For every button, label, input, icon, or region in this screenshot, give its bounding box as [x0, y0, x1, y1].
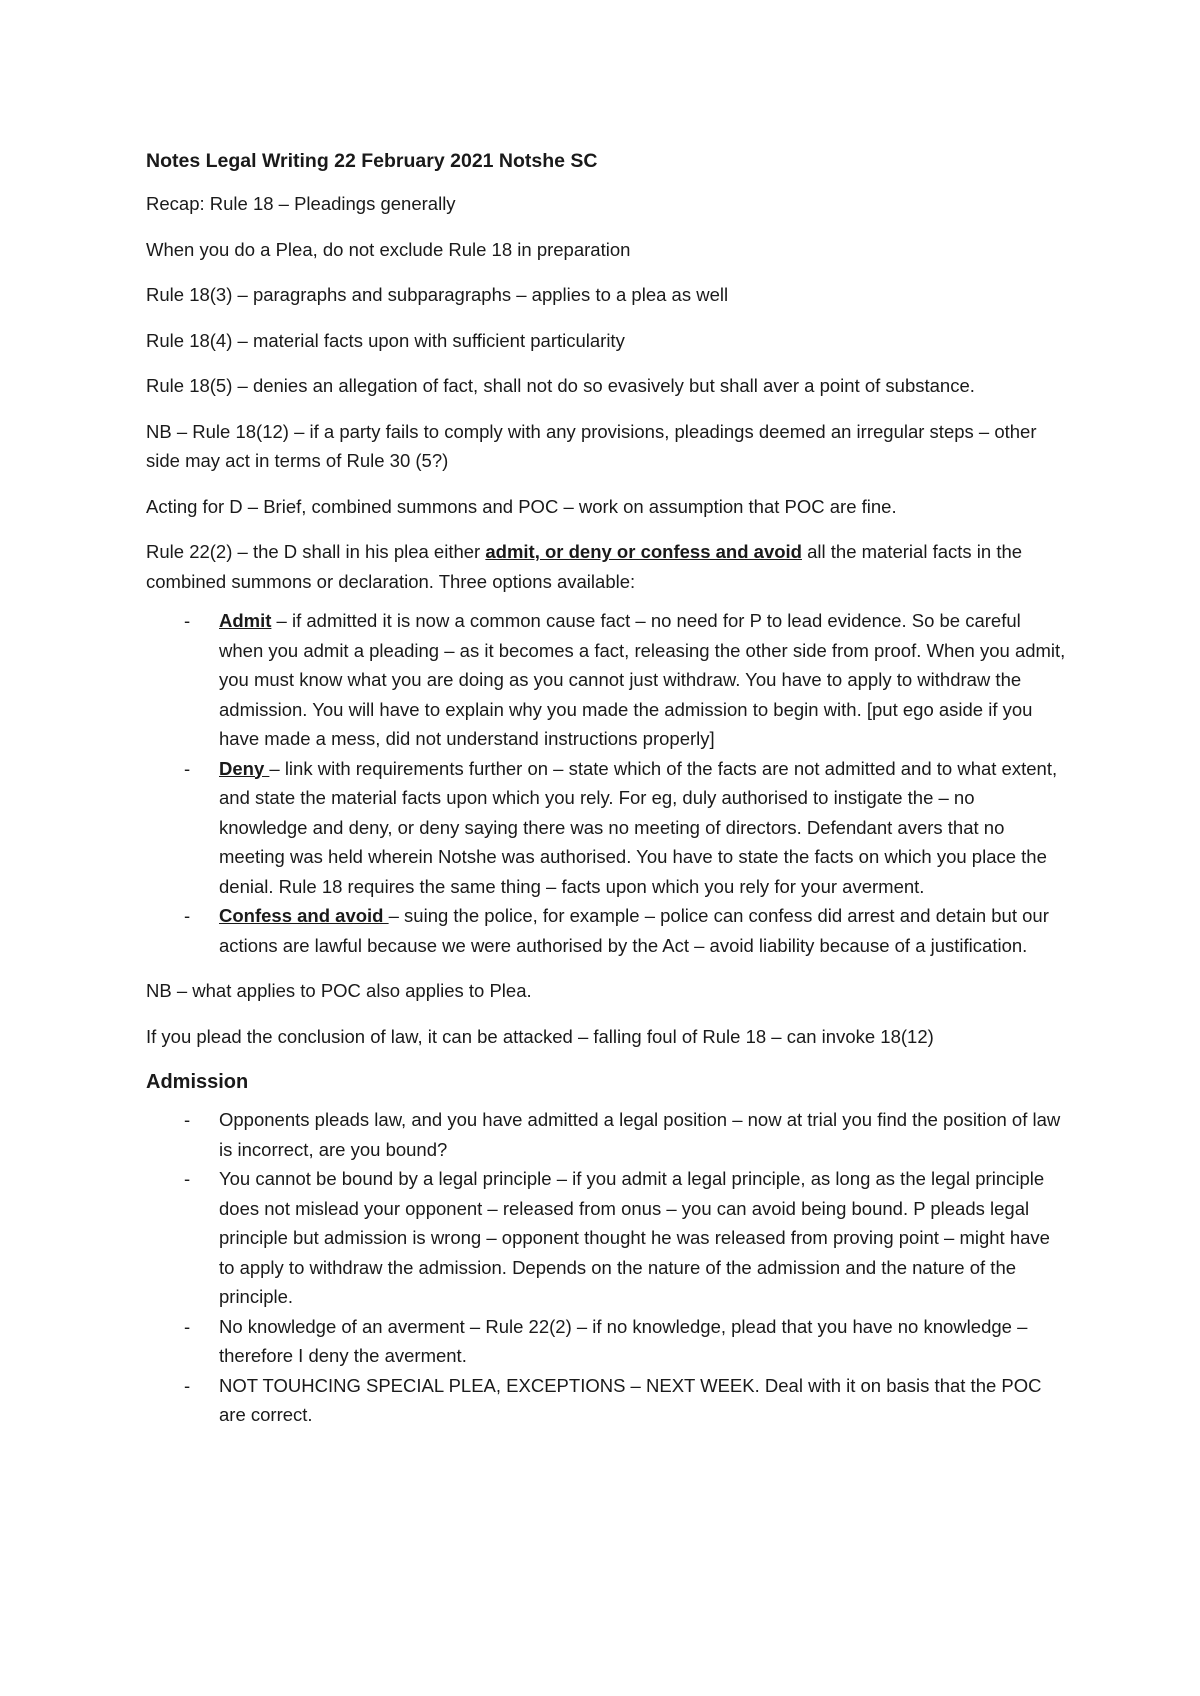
option-text-admit: – if admitted it is now a common cause fact – no need for P to lead evidence. So be careful when you admit a pleading – as it becomes a fact, releasing the other side from proof. When you admit, you must know what you are doing as you cannot just withdraw. You have to apply to withdraw the admission. You will have to explain why you made the admission to begin with. [put ego aside if you have made a mess, did not understand instructions properly] — [219, 610, 1066, 749]
options-list — [146, 606, 1066, 960]
option-term-deny: Deny — [219, 757, 270, 779]
paragraph-recap: Recap: Rule 18 – Pleadings generally — [146, 193, 456, 214]
list-item — [146, 1371, 1066, 1430]
list-item — [146, 1312, 1066, 1371]
list-item-confess-avoid — [146, 901, 1066, 960]
list-item — [146, 1105, 1066, 1164]
paragraph-rule-18-5: Rule 18(5) – denies an allegation of fact, shall not do so evasively but shall aver a point of substance. — [146, 375, 975, 396]
rule22-before: Rule 22(2) – the D shall in his plea either — [146, 541, 486, 562]
document-title: Notes Legal Writing 22 February 2021 Notshe SC — [146, 150, 598, 172]
admission-item-text: NOT TOUHCING SPECIAL PLEA, EXCEPTIONS – NEXT WEEK. Deal with it on basis that the POC are correct. — [219, 1374, 1042, 1425]
dash-bullet: - — [184, 1315, 191, 1337]
dash-bullet: - — [184, 757, 191, 779]
dash-bullet: - — [184, 610, 191, 631]
document-page — [146, 148, 1066, 1446]
paragraph-acting-for-d: Acting for D – Brief, combined summons and POC – work on assumption that POC are fine. — [146, 495, 897, 517]
admission-item-text: Opponents pleads law, and you have admitted a legal position – now at trial you find the position of law is incorrect, are you bound? — [219, 1109, 1061, 1160]
admission-list — [146, 1105, 1066, 1430]
option-text-confess-avoid: – suing the police, for example – police can confess did arrest and detain but our actions are lawful because we were authorised by the Act – avoid liability because of a justification. — [219, 905, 1049, 956]
paragraph-rule-22-2 — [146, 537, 1066, 596]
list-item — [146, 1164, 1066, 1312]
dash-bullet: - — [184, 1109, 191, 1130]
dash-bullet: - — [184, 1168, 191, 1189]
dash-bullet: - — [184, 1374, 191, 1396]
option-text-deny: – link with requirements further on – state which of the facts are not admitted and to what extent, and state the material facts upon which you rely. For eg, duly authorised to instigate the – no knowledge and deny, or deny saying there was no meeting of directors. Defendant avers that no meeting was held wherein Notshe was authorised. You have to state the facts on which you place the denial. Rule 18 requires the same thing – facts upon which you rely for your averment. — [219, 757, 1058, 897]
rule22-emphasis: admit, or deny or confess and avoid — [485, 541, 802, 562]
option-term-admit: Admit — [219, 610, 272, 631]
admission-item-text: You cannot be bound by a legal principle – if you admit a legal principle, as long as the legal principle does not mislead your opponent – released from onus – you can avoid being bound. P pleads legal principle but admission is wrong – opponent thought he was released from proving point – might have to apply to withdraw the admission. Depends on the nature of the admission and the nature of the principle. — [219, 1168, 1050, 1307]
admission-item-text: No knowledge of an averment – Rule 22(2) – if no knowledge, plead that you have no knowledge – therefore I deny the averment. — [219, 1315, 1028, 1366]
paragraph-conclusion-of-law: If you plead the conclusion of law, it can be attacked – falling foul of Rule 18 – can invoke 18(12) — [146, 1025, 934, 1047]
paragraph-rule-18-3: Rule 18(3) – paragraphs and subparagraphs – applies to a plea as well — [146, 284, 729, 305]
dash-bullet: - — [184, 905, 191, 926]
paragraph-plea-prep: When you do a Plea, do not exclude Rule 18 in preparation — [146, 238, 631, 260]
paragraph-nb-poc: NB – what applies to POC also applies to Plea. — [146, 980, 532, 1001]
paragraph-rule-18-12: NB – Rule 18(12) – if a party fails to comply with any provisions, pleadings deemed an irregular steps – other side may act in terms of Rule 30 (5?) — [146, 420, 1037, 471]
paragraph-rule-18-4: Rule 18(4) – material facts upon with sufficient particularity — [146, 329, 625, 351]
option-term-confess-avoid: Confess and avoid — [219, 905, 389, 926]
list-item-deny — [146, 754, 1066, 902]
list-item-admit — [146, 606, 1066, 754]
rule22-after: all the material facts in the combined summons or declaration. Three options available: — [146, 541, 1023, 592]
admission-heading: Admission — [146, 1071, 249, 1093]
